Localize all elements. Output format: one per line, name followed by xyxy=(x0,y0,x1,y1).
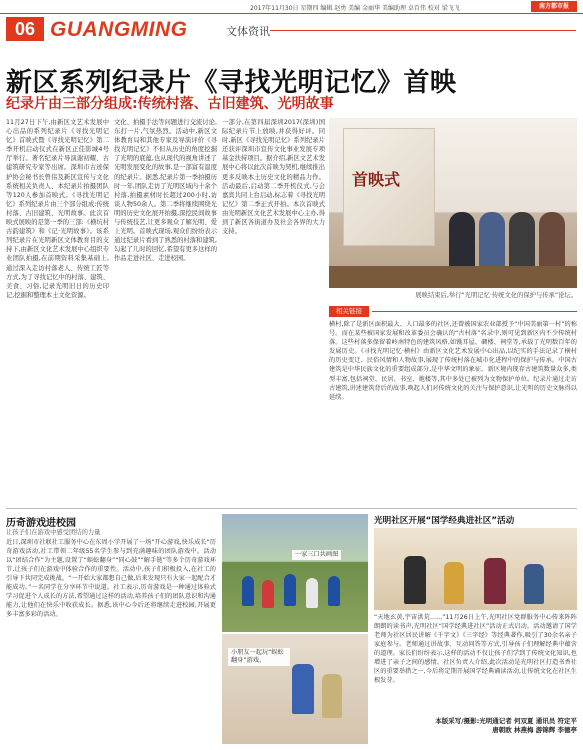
article-column-1: 11月27日下午,由新区文艺术发展中心出品的系列纪录片《寻找光明记忆》首映式暨《寻找光明记忆》第二季开机启动仪式在新区正佳影城4号厅举行。著名纪录片导演谢初耀、古建筑研究专家等出席。深圳市古迹保护协会秘书长曾伟及新区宣传与文化系统相关负责人、本纪录片拍摄团队等120人参加首映式。《寻找光明记忆》系列纪录片由三个部分组成:传统村落、古旧建筑、光明故事。此次首映式展映的是第一季的三部:《横坑村古韵建筑》和《记·光明故事》。该系列纪录片在光明新区文体教育目的支持下,由新区文化艺术发展中心组织专业团队拍摄,在前期资料采集基础上,通过深入走访村落老人、传统工匠等方式,为了寻找记忆中的村落、建筑、美食、习俗,记录光明旧日的历史印记,挖掘和整理本土文化资源。 xyxy=(6,119,109,299)
newspaper-brand-logo: 南方都市报 xyxy=(531,1,577,12)
section-name-en: GUANGMING xyxy=(50,18,188,41)
story-games-text: 近日,深圳市社联社工服务中心在东周小学开展了一场“开心游戏,快乐成长”历奇游戏活动,社工带领二年级55名学生参与到充满趣味的团队游戏中。活动以“团结合作”为主题,设置了“蜈蚣翻身”“同心鼓”“解手链”等多个历奇游戏环节,让孩子们在游戏中体验合作的重要性。活动中,孩子们积极投入,在社工的引导下共同完成挑战。“一开始大家都想自己做,后来发现只有大家一起配合才能成功。”一名同学在分享环节中说道。社工表示,历奇游戏是一种通过体验式学习促进个人成长的方法,希望通过这样的活动,培养孩子们的团队意识和沟通能力,让他们在快乐中收获成长。据悉,该中心今后还将继续走进校园,开展更多丰富多彩的活动。 xyxy=(6,539,216,618)
child-figure xyxy=(242,576,254,606)
child-figure xyxy=(262,580,274,608)
story-games-title: 历奇游戏进校园 xyxy=(6,518,76,529)
article-column-3: 一部分,在第四届深圳2017(深圳)国际纪录片节上放映,并获得好评。同时,新区《寻找光明记忆》系列纪录片还获评深圳市宣传文化事业发展专项基金扶持项目。据介绍,新区文艺术发展中心将以此次首映为契机,继续推出更多反映本土历史文化的精品力作。活动最后,启动第二季开机仪式,与会嘉宾共同上台启动,标志着《寻找光明记忆》第二季正式开拍。本次首映式由光明新区文化艺术发展中心主办,得到了新区各街道办及社会各界的大力支持。 xyxy=(222,119,325,236)
child-figure xyxy=(292,664,314,714)
photo-caption-centipede: 小朋友一起玩“蜈蚣翻身”游戏。 xyxy=(228,648,290,666)
page-credits: 本版采写/摄影:光明通记者 何双夏 通讯员 符定平 唐朝欧 林燕梅 游锦辉 李德亭 xyxy=(435,717,577,734)
main-headline: 新区系列纪录片《寻找光明记忆》首映 xyxy=(6,68,457,98)
screen-title: 首映式 xyxy=(352,170,401,189)
page-header xyxy=(0,16,583,42)
reader-figure xyxy=(444,562,464,604)
issue-date-line: 2017年11月30日 星期四 编辑 赵勇 美编 金丽华 美编助理 卓百伟 校对 梁飞飞 xyxy=(250,5,460,12)
related-links-rule xyxy=(372,311,577,312)
centipede-game-photo xyxy=(222,634,368,744)
header-rule xyxy=(270,30,576,31)
story-guoxue-text: “天地玄黄,宇宙洪荒……”11月26日上午,光明社区党群服务中心传来阵阵朗朗的读书声,光明社区“国学经典进社区”活动正式启动。活动邀请了国学老师为社区居民讲解《千字文》《三字经》等经典著作,吸引了30余名亲子家庭参与。老师通过讲故事、互动问答等方式,引导孩子们理解经典中蕴含的道理。家长们纷纷表示,这样的活动不仅让孩子们学到了传统文化知识,也增进了亲子之间的感情。社区负责人介绍,此次活动是光明社区打造书香社区的重要举措之一,今后将定期开展国学经典诵读活动,让传统文化在社区生根发芽。 xyxy=(374,614,577,684)
main-subheadline: 纪录片由三部分组成:传统村落、古旧建筑、光明故事 xyxy=(6,96,334,112)
child-figure xyxy=(306,578,318,608)
stage-table xyxy=(329,266,577,288)
story-guoxue-title: 光明社区开展“国学经典进社区”活动 xyxy=(374,516,515,526)
premiere-forum-photo xyxy=(329,118,577,288)
related-links-text: 横村,除了是新区面积最大、人口最多的社区,还曾被国家农业部授予“中国美丽第一村”的称号。而在某些被国家发展和改革委员会确认的“古村落”名录中,则可见到新区内不少传统村落。这些村落多保留着岭南特色的建筑风格,如镬耳屋、碉楼、祠堂等,承载了光明数百年的发展历史。《寻找光明记忆·横村》由新区文化艺术发展中心出品,以纪实的手法记录了横村的历史变迁、民俗风情和人物故事,展现了传统村落在城市化进程中的保护与传承。中国古建筑是中华民族文化的重要组成部分,是中华文明的象征。新区境内现存古建筑数量众多,类型丰富,包括祠堂、民居、书室、炮楼等,其中多处已被列为文物保护单位。纪录片通过走访古建筑,讲述建筑背后的故事,唤起人们对传统文化的关注与保护意识,让光明的历史文脉得以延续。 xyxy=(329,321,577,401)
schoolyard-games-photo xyxy=(222,514,368,632)
photo-caption: 展映结束后,举行“光明记忆·传统文化的保护与传承”论坛。 xyxy=(415,292,577,299)
top-info-strip xyxy=(0,0,583,14)
child-figure xyxy=(284,574,296,606)
section-divider xyxy=(6,508,577,509)
child-figure xyxy=(328,576,340,606)
stage-screen xyxy=(343,128,435,246)
article-column-2: 文化、拍摄手法等问题进行交流讨论,东打一片,气氛热烈。活动中,新区文体教育局和其他专家及导演评价《寻找光明记忆》不但从历史的角度挖掘了光明的底蕴,也从现代的视角讲述了光明发展变化的故事,是一部富有温度的纪录片。据悉,纪录片第一季拍摄历时一年,团队走访了光明区域内十余个村落,拍摄素材时长超过200小时,访谈人物50余人。第二季将继续围绕光明的历史文化展开拍摄,深挖民间故事与传统技艺,让更多观众了解光明、爱上光明。首映式现场,观众们纷纷表示通过纪录片看到了熟悉的村落和建筑,勾起了儿时的回忆,希望有更多这样的作品走进社区、走进校园。 xyxy=(114,119,217,263)
related-links-tag: 相关链接 xyxy=(329,306,369,317)
section-name-cn: 文体资讯 xyxy=(226,25,270,38)
reader-figure xyxy=(524,564,544,604)
reader-figure xyxy=(484,558,506,604)
story-games-subtitle: 让孩子们在游戏中感受团结的力量 xyxy=(6,529,101,536)
photo-caption-family: 一家三口共画图 xyxy=(292,550,341,560)
reader-figure xyxy=(404,556,426,604)
guoxue-reading-photo xyxy=(374,528,577,610)
child-figure xyxy=(322,674,342,718)
page-number: 06 xyxy=(6,17,44,41)
